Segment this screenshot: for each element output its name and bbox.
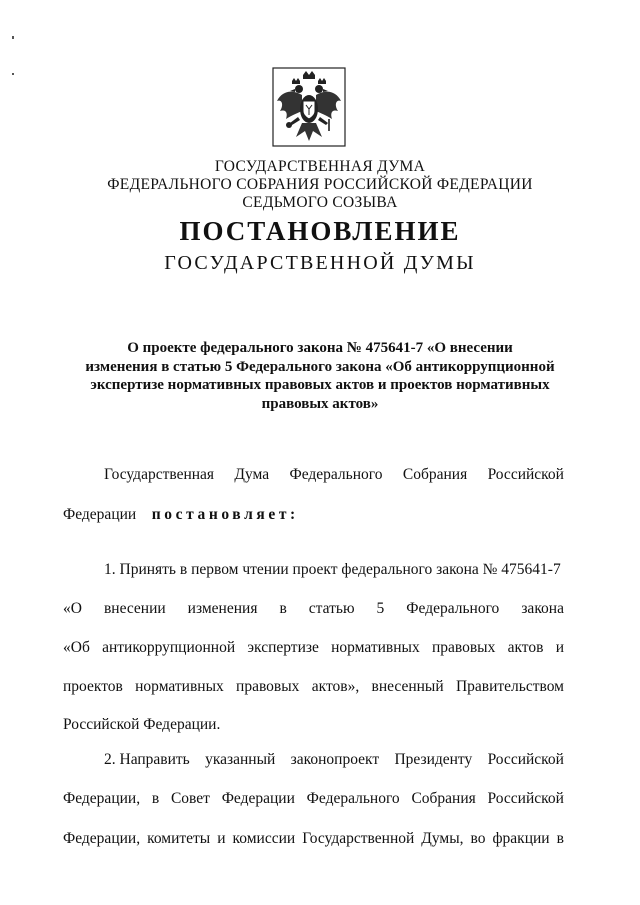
subject-line: экспертизе нормативных правовых актов и проектов нормативных [90,377,550,393]
document-issuer: ГОСУДАРСТВЕННОЙ ДУМЫ [164,252,476,274]
word: Федерального [406,600,500,617]
word: «Об [63,639,90,656]
resolves-verb: постановляет: [151,506,299,523]
preamble-line [104,465,564,485]
word: Совет [170,790,210,807]
word: в [151,790,160,807]
word: актов [507,639,544,656]
item-1-line [63,599,564,619]
subject-line: О проекте федерального закона № 475641-7 «О внесении [127,340,513,356]
subject-line: изменения в статью 5 Федерального закона «Об антикоррупционной [85,358,555,375]
word: комиссии [232,830,296,847]
scan-artifact [12,36,14,39]
word: в [556,830,564,847]
word: нормативных [331,639,420,656]
word: и [217,830,226,847]
word: Государственной [302,830,415,847]
word: проектов [63,678,123,695]
word: Государственная [104,466,215,483]
word: «О [63,600,82,617]
word: Думы, [421,830,464,847]
word: Правительством [455,678,564,695]
word: внесенный [371,678,444,695]
word: правовых [236,678,300,695]
word: Федерации [63,506,137,523]
word: Собрания [402,466,468,483]
word: внесении [103,600,166,617]
org-name-line: ГОСУДАРСТВЕННАЯ ДУМА [214,158,426,175]
word: 2. Направить [104,751,190,768]
word: изменения [187,600,258,617]
word: указанный [205,751,276,768]
convocation-line: СЕДЬМОГО СОЗЫВА [242,194,398,211]
org-name-line: ФЕДЕРАЛЬНОГО СОБРАНИЯ РОССИЙСКОЙ ФЕДЕРАЦИИ [107,176,533,193]
word: 5 [376,600,385,617]
word: Российской [487,466,564,483]
item-1-line: 1. Принять в первом чтении проект федерального закона № 475641-7 [104,561,561,578]
word: Федерации [221,790,295,807]
word: Федерального [289,466,383,483]
item-2-line [63,829,564,849]
word: Российской [487,751,564,768]
word: Дума [234,466,270,483]
word: Федерации, [63,830,141,847]
scan-artifact [12,73,14,75]
word: Федерального [306,790,400,807]
word: Собрания [411,790,476,807]
word: антикоррупционной [102,639,236,656]
item-1-line [63,638,564,658]
document-subject [70,339,570,413]
word: комитеты [147,830,211,847]
coat-of-arms-icon [272,67,346,147]
word: правовых [431,639,496,656]
word: и [555,639,564,656]
word: во [470,830,486,847]
word: Президенту [394,751,473,768]
word: статью [308,600,355,617]
word: нормативных [135,678,224,695]
word: экспертизе [247,639,319,656]
word: в [279,600,287,617]
document-type-title: ПОСТАНОВЛЕНИЕ [179,216,461,246]
word: Федерации, [63,790,141,807]
item-2-line [63,789,564,809]
subject-line: правовых актов» [261,395,379,412]
word: фракции [492,830,550,847]
word: Российской [487,790,564,807]
preamble-line [63,505,299,525]
word: законопроект [290,751,380,768]
item-1-line [63,677,564,697]
item-2-line [104,750,564,770]
item-1-line: Российской Федерации. [63,716,221,733]
word: закона [521,600,564,617]
word: актов», [311,678,360,695]
